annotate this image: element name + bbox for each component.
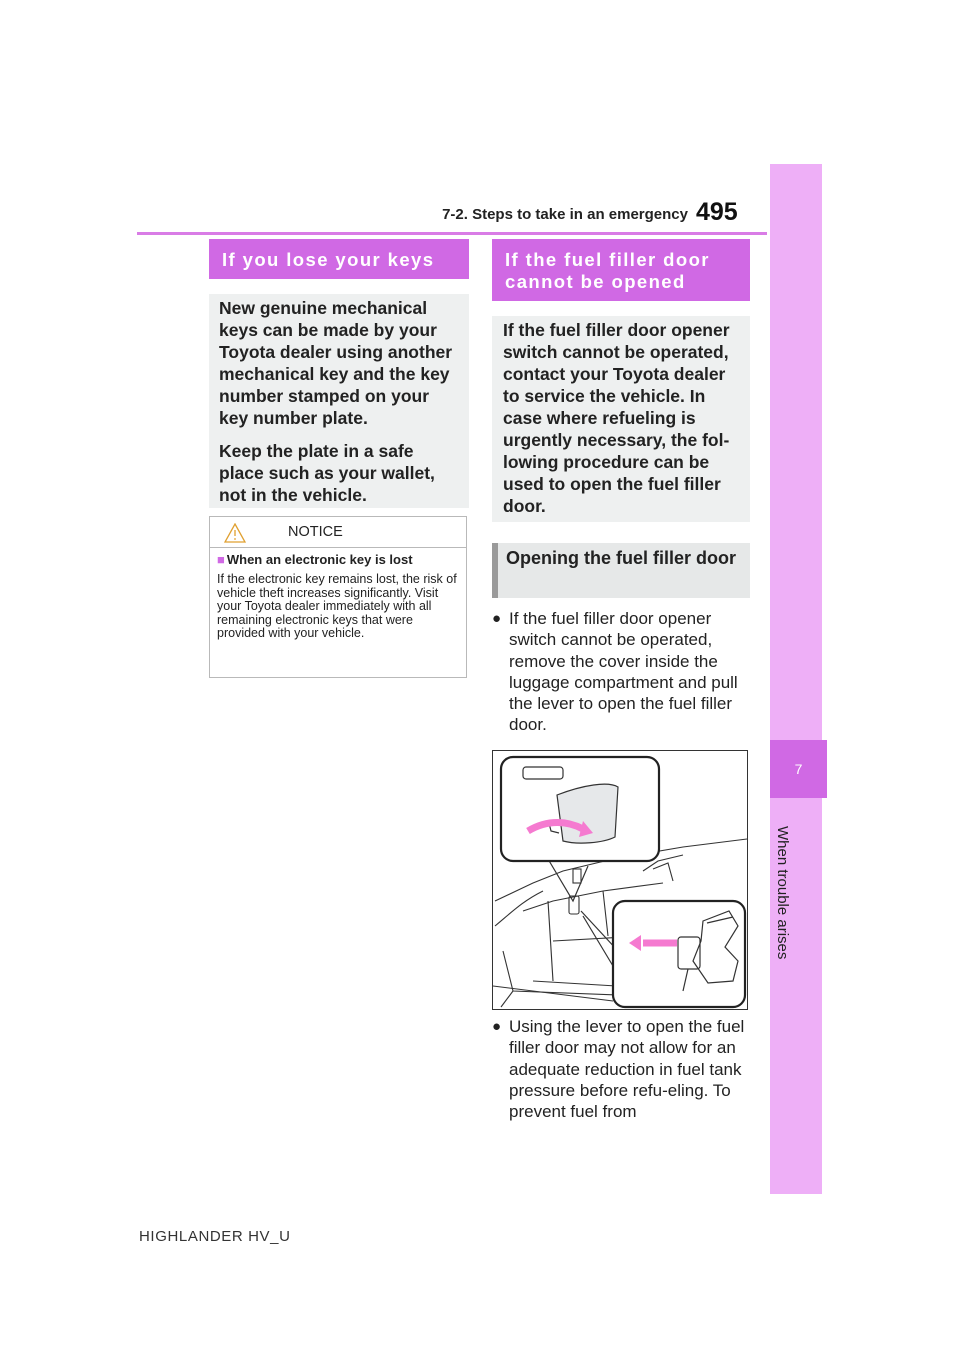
notice-box (209, 516, 467, 678)
list-item (492, 608, 754, 738)
notice-title: NOTICE (288, 524, 343, 540)
chapter-title-vertical (773, 826, 791, 986)
header-rule (137, 232, 767, 235)
warning-triangle-icon (224, 523, 246, 543)
notice-subheading-text: When an electronic key is lost (226, 552, 413, 567)
list-item-text: If the fuel filler door opener switch cannot be operated, remove the cover inside the luggage compartment and pull the lever to open the fuel filler door. (509, 609, 738, 735)
bullet-icon: ● (492, 1018, 502, 1035)
info-paragraph: New genuine mechanical keys can be made by your Toyota dealer using another mechanical key and the key number stamped on your key number plate. (219, 298, 453, 428)
list-item-text: Using the lever to open the fuel filler door may not allow for an adequate reduction in fuel tank pressure before refu-eling. To prevent fuel from (509, 1017, 745, 1122)
notice-subheading (217, 552, 413, 567)
section-title: 7-2. Steps to take in an emergency (442, 206, 688, 223)
list-item (492, 1016, 754, 1126)
subheading-opening-fuel-door: Opening the fuel filler door (492, 543, 750, 598)
chapter-side-strip (770, 164, 822, 1194)
info-box-fuel-door: If the fuel filler door opener switch cannot be operated, contact your Toyota dealer to service the vehicle. In case where refueling is urgently necessary, the fol-lowing procedure can be used to open the fuel filler door. (492, 316, 750, 522)
info-paragraph: Keep the plate in a safe place such as your wallet, not in the vehicle. (219, 441, 435, 505)
heading-fuel-door: If the fuel filler door cannot be opened (492, 239, 750, 301)
fuel-door-lever-illustration (492, 750, 748, 1010)
heading-lose-keys: If you lose your keys (209, 239, 469, 279)
chapter-number-tab: 7 (770, 740, 827, 798)
notice-text: If the electronic key remains lost, the risk of vehicle theft increases significantly. Visit your Toyota dealer immediately with all remaining electronic keys that were provided with your vehicle. (217, 572, 457, 641)
chapter-title-text: When trouble arises (774, 826, 791, 960)
info-box-lose-keys (209, 294, 469, 508)
bullet-icon: ● (492, 610, 502, 627)
luggage-compartment-diagram-icon (493, 751, 748, 1010)
notice-header (210, 517, 466, 548)
footer-model: HIGHLANDER HV_U (139, 1228, 291, 1245)
square-bullet-icon: ■ (217, 552, 225, 567)
page-number: 495 (696, 198, 738, 226)
